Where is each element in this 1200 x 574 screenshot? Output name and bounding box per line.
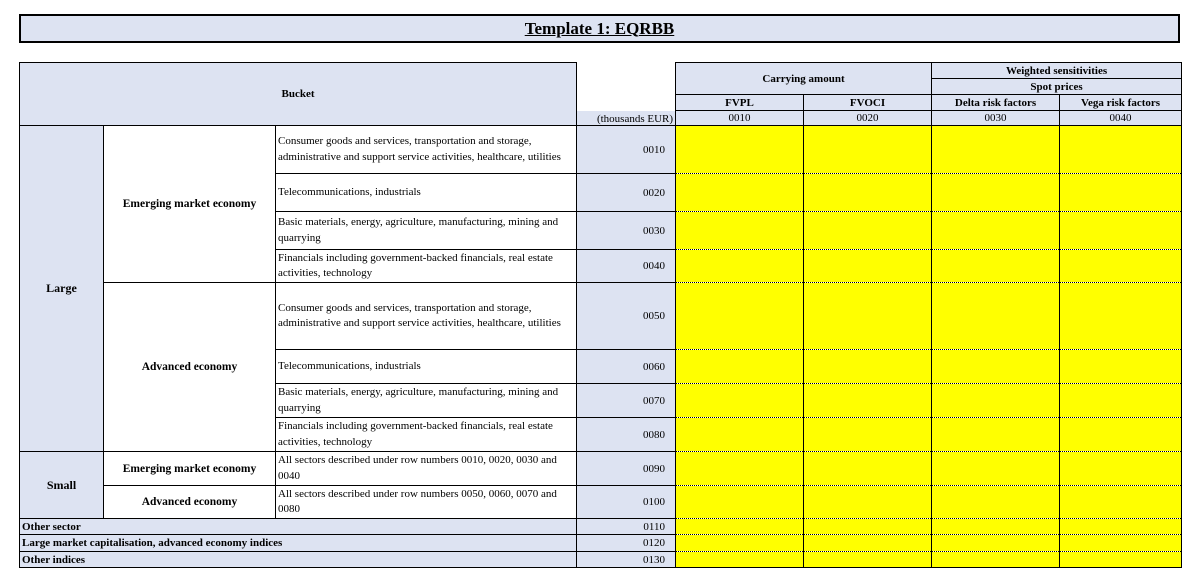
input-cell[interactable]	[676, 452, 804, 486]
input-cell[interactable]	[1060, 418, 1182, 452]
table-row	[20, 552, 1182, 568]
carrying-amount-label: Carrying amount	[762, 72, 845, 85]
sector-cell: All sectors described under row numbers 0050, 0060, 0070 and 0080	[276, 486, 577, 519]
input-cell[interactable]	[1060, 552, 1182, 568]
row-number: 0070	[577, 384, 676, 418]
input-cell[interactable]	[1060, 174, 1182, 212]
input-cell[interactable]	[1060, 250, 1182, 283]
input-cell[interactable]	[676, 250, 804, 283]
input-cell[interactable]	[1060, 283, 1182, 350]
table-row	[20, 126, 1182, 174]
sector-cell: Basic materials, energy, agriculture, manufacturing, mining and quarrying	[276, 384, 577, 418]
row-number: 0080	[577, 418, 676, 452]
sector-cell: Financials including government-backed financials, real estate activities, technology	[276, 250, 577, 283]
template-title-box	[19, 14, 1180, 43]
sector-cell: Basic materials, energy, agriculture, manufacturing, mining and quarrying	[276, 212, 577, 250]
input-cell[interactable]	[932, 126, 1060, 174]
row-number: 0060	[577, 350, 676, 384]
input-cell[interactable]	[932, 283, 1060, 350]
input-cell[interactable]	[932, 212, 1060, 250]
input-cell[interactable]	[676, 283, 804, 350]
input-cell[interactable]	[932, 350, 1060, 384]
template-title: Template 1: EQRBB	[524, 18, 675, 38]
input-cell[interactable]	[804, 418, 932, 452]
sector-cell: All sectors described under row numbers 0010, 0020, 0030 and 0040	[276, 452, 577, 486]
group-small-advanced: Advanced economy	[104, 486, 276, 519]
table-row	[20, 519, 1182, 535]
bottom-row-label: Other indices	[20, 552, 577, 568]
input-cell[interactable]	[1060, 350, 1182, 384]
row-number: 0090	[577, 452, 676, 486]
weighted-sensitivities-header	[932, 63, 1182, 79]
column-header-fvpl: FVPL	[676, 95, 804, 111]
spot-prices-header	[932, 79, 1182, 95]
input-cell[interactable]	[1060, 126, 1182, 174]
input-cell[interactable]	[932, 552, 1060, 568]
bottom-row-label: Other sector	[20, 519, 577, 535]
row-number: 0130	[577, 552, 676, 568]
input-cell[interactable]	[676, 350, 804, 384]
column-code-0020: 0020	[804, 111, 932, 126]
sector-cell: Telecommunications, industrials	[276, 350, 577, 384]
input-cell[interactable]	[932, 384, 1060, 418]
input-cell[interactable]	[804, 174, 932, 212]
input-cell[interactable]	[932, 174, 1060, 212]
eqrbb-table	[19, 62, 1182, 568]
group-large-advanced: Advanced economy	[104, 283, 276, 452]
input-cell[interactable]	[804, 552, 932, 568]
input-cell[interactable]	[804, 126, 932, 174]
row-number: 0120	[577, 535, 676, 552]
input-cell[interactable]	[932, 250, 1060, 283]
column-code-0040: 0040	[1060, 111, 1182, 126]
sector-cell: Consumer goods and services, transportation and storage, administrative and support service activities, healthcare, utilities	[276, 126, 577, 174]
row-number: 0040	[577, 250, 676, 283]
column-header-vega: Vega risk factors	[1060, 95, 1182, 111]
group-small-emerging: Emerging market economy	[104, 452, 276, 486]
table-row	[20, 452, 1182, 486]
input-cell[interactable]	[1060, 519, 1182, 535]
input-cell[interactable]	[804, 452, 932, 486]
row-number: 0100	[577, 486, 676, 519]
input-cell[interactable]	[676, 486, 804, 519]
input-cell[interactable]	[932, 486, 1060, 519]
sector-cell: Telecommunications, industrials	[276, 174, 577, 212]
sector-cell: Financials including government-backed financials, real estate activities, technology	[276, 418, 577, 452]
input-cell[interactable]	[676, 552, 804, 568]
carrying-amount-header	[676, 63, 932, 95]
input-cell[interactable]	[932, 418, 1060, 452]
row-number: 0020	[577, 174, 676, 212]
input-cell[interactable]	[804, 486, 932, 519]
row-number: 0110	[577, 519, 676, 535]
input-cell[interactable]	[1060, 452, 1182, 486]
unit-label: (thousands EUR)	[577, 111, 676, 126]
bottom-row-label: Large market capitalisation, advanced economy indices	[20, 535, 577, 552]
sector-cell: Consumer goods and services, transportation and storage, administrative and support service activities, healthcare, utilities	[276, 283, 577, 350]
input-cell[interactable]	[804, 535, 932, 552]
table-row	[20, 535, 1182, 552]
spot-prices-label: Spot prices	[1030, 80, 1083, 93]
input-cell[interactable]	[804, 519, 932, 535]
input-cell[interactable]	[1060, 535, 1182, 552]
table-row	[20, 486, 1182, 519]
input-cell[interactable]	[676, 535, 804, 552]
input-cell[interactable]	[676, 519, 804, 535]
row-number: 0030	[577, 212, 676, 250]
input-cell[interactable]	[676, 212, 804, 250]
group-large-emerging: Emerging market economy	[104, 126, 276, 283]
group-small: Small	[20, 452, 104, 519]
header-gap	[577, 63, 676, 111]
bucket-header	[20, 63, 577, 126]
bucket-header-label: Bucket	[281, 88, 315, 100]
input-cell[interactable]	[676, 418, 804, 452]
input-cell[interactable]	[932, 519, 1060, 535]
row-number: 0050	[577, 283, 676, 350]
input-cell[interactable]	[932, 452, 1060, 486]
input-cell[interactable]	[804, 283, 932, 350]
input-cell[interactable]	[804, 384, 932, 418]
column-code-0010: 0010	[676, 111, 804, 126]
input-cell[interactable]	[1060, 384, 1182, 418]
column-header-fvoci: FVOCI	[804, 95, 932, 111]
input-cell[interactable]	[804, 250, 932, 283]
input-cell[interactable]	[932, 535, 1060, 552]
input-cell[interactable]	[1060, 486, 1182, 519]
weighted-sensitivities-label: Weighted sensitivities	[1005, 64, 1108, 77]
input-cell[interactable]	[804, 350, 932, 384]
column-code-0030: 0030	[932, 111, 1060, 126]
column-header-delta: Delta risk factors	[932, 95, 1060, 111]
input-cell[interactable]	[676, 384, 804, 418]
row-number: 0010	[577, 126, 676, 174]
input-cell[interactable]	[804, 212, 932, 250]
input-cell[interactable]	[676, 126, 804, 174]
group-large: Large	[20, 126, 104, 452]
input-cell[interactable]	[1060, 212, 1182, 250]
input-cell[interactable]	[676, 174, 804, 212]
table-row	[20, 283, 1182, 350]
